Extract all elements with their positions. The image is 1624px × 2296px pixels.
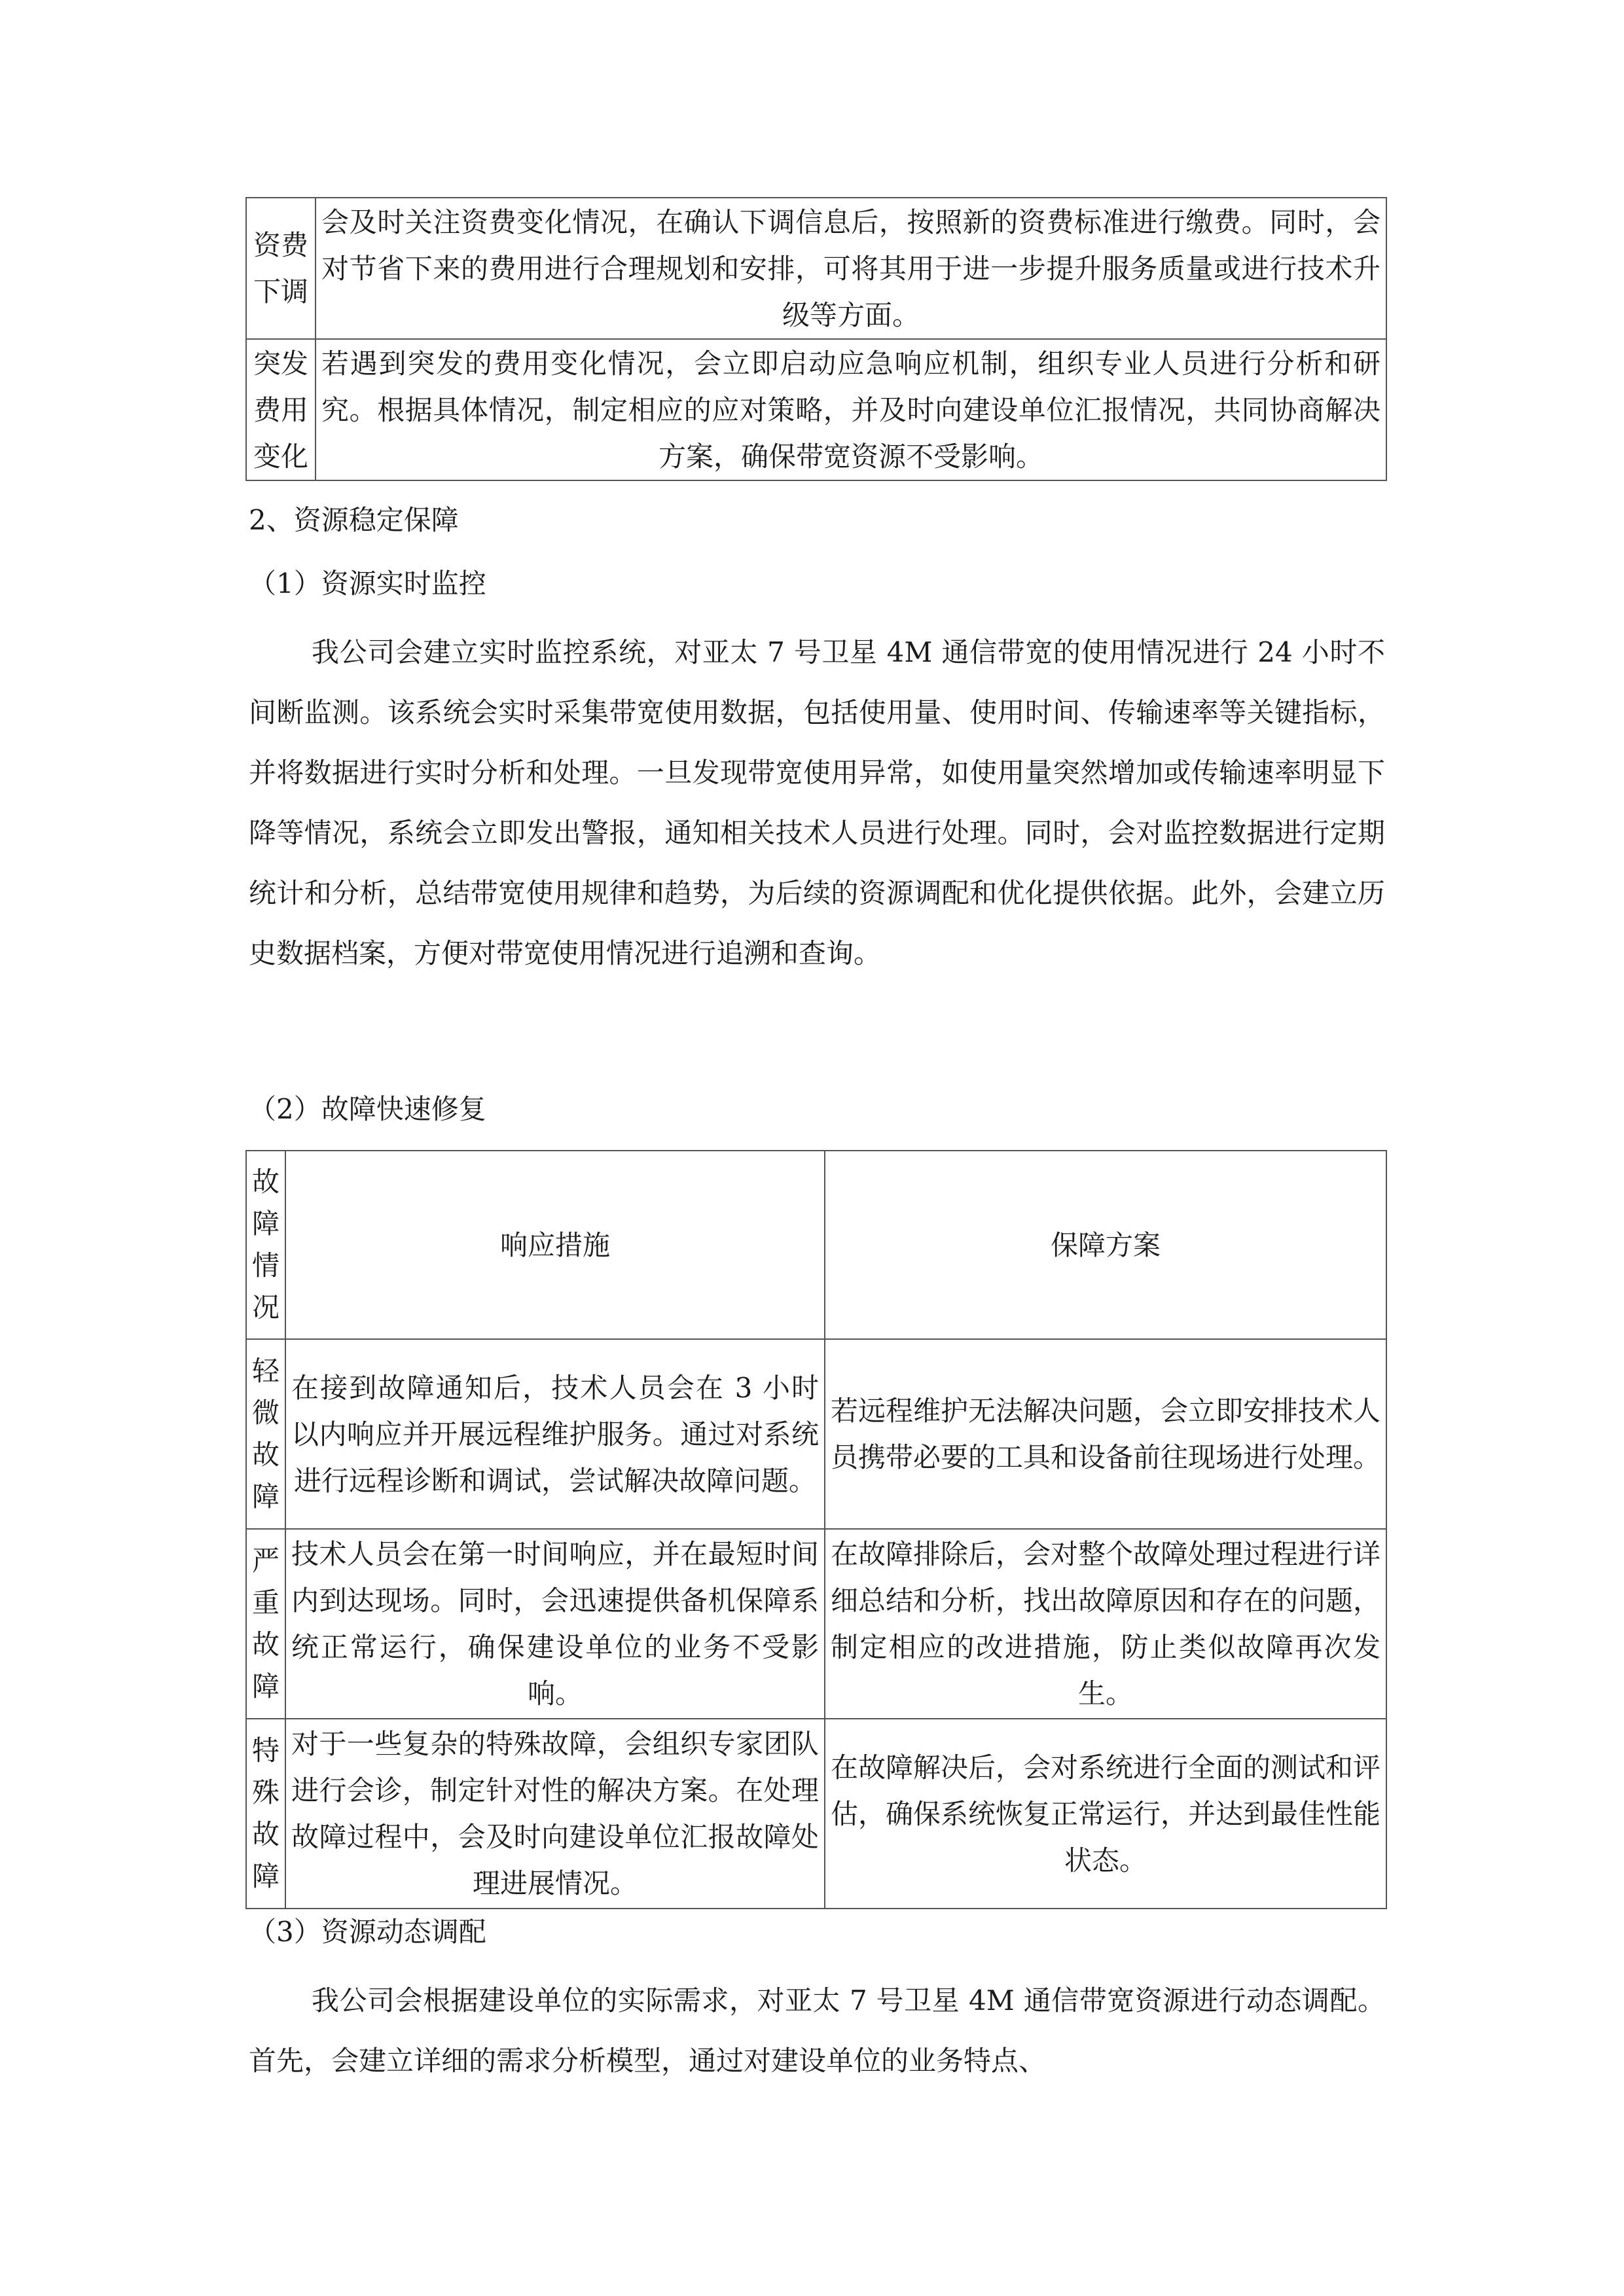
row-label: 突发费用变化 xyxy=(246,339,316,480)
monitoring-paragraph: 我公司会建立实时监控系统，对亚太 7 号卫星 4M 通信带宽的使用情况进行 24 小时不间断监测。该系统会实时采集带宽使用数据，包括使用量、使用时间、传输速率等关键指标，并将数据进行实时分析和处理。一旦发现带宽使用异常，如使用量突然增加或传输速率明显下降等情况，系统会立即发出警报，通知相关技术人员进行处理。同时，会对监控数据进行定期统计和分析，总结带宽使用规律和趋势，为后续的资源调配和优化提供依据。此外，会建立历史数据档案，方便对带宽使用情况进行追溯和查询。 xyxy=(249,636,1385,969)
subsection-heading: （3）资源动态调配 xyxy=(249,1916,486,1948)
row-label: 资费下调 xyxy=(246,198,316,339)
subsection-heading: （2）故障快速修复 xyxy=(249,1093,486,1125)
subsection-heading: （1）资源实时监控 xyxy=(249,567,486,600)
header-cell: 保障方案 xyxy=(825,1151,1386,1339)
allocation-paragraph: 我公司会根据建设单位的实际需求，对亚太 7 号卫星 4M 通信带宽资源进行动态调配。首先，会建立详细的需求分析模型，通过对建设单位的业务特点、 xyxy=(249,1984,1385,2077)
table-header-row xyxy=(246,1151,1386,1339)
fault-type-cell: 特殊故障 xyxy=(246,1719,285,1909)
table-row xyxy=(246,1529,1386,1719)
plan-cell: 若远程维护无法解决问题，会立即安排技术人员携带必要的工具和设备前往现场进行处理。 xyxy=(825,1339,1386,1529)
fault-type-cell: 轻微故障 xyxy=(246,1339,285,1529)
row-content: 若遇到突发的费用变化情况，会立即启动应急响应机制，组织专业人员进行分析和研究。根据具体情况，制定相应的应对策略，并及时向建设单位汇报情况，共同协商解决方案，确保带宽资源不受影响。 xyxy=(316,339,1386,480)
table-row xyxy=(246,198,1386,339)
plan-cell: 在故障解决后，会对系统进行全面的测试和评估，确保系统恢复正常运行，并达到最佳性能状态。 xyxy=(825,1719,1386,1909)
response-cell: 对于一些复杂的特殊故障，会组织专家团队进行会诊，制定针对性的解决方案。在处理故障过程中，会及时向建设单位汇报故障处理进展情况。 xyxy=(285,1719,825,1909)
fee-change-table xyxy=(245,197,1387,481)
header-cell: 响应措施 xyxy=(285,1151,825,1339)
table-row xyxy=(246,339,1386,480)
fault-type-cell: 严重故障 xyxy=(246,1529,285,1719)
header-cell: 故障情况 xyxy=(246,1151,285,1339)
table-row xyxy=(246,1339,1386,1529)
section-heading: 2、资源稳定保障 xyxy=(249,504,459,536)
table-row xyxy=(246,1719,1386,1909)
fault-repair-table xyxy=(245,1150,1387,1909)
response-cell: 技术人员会在第一时间响应，并在最短时间内到达现场。同时，会迅速提供备机保障系统正常运行，确保建设单位的业务不受影响。 xyxy=(285,1529,825,1719)
row-content: 会及时关注资费变化情况，在确认下调信息后，按照新的资费标准进行缴费。同时，会对节省下来的费用进行合理规划和安排，可将其用于进一步提升服务质量或进行技术升级等方面。 xyxy=(316,198,1386,339)
response-cell: 在接到故障通知后，技术人员会在 3 小时以内响应并开展远程维护服务。通过对系统进行远程诊断和调试，尝试解决故障问题。 xyxy=(285,1339,825,1529)
plan-cell: 在故障排除后，会对整个故障处理过程进行详细总结和分析，找出故障原因和存在的问题，制定相应的改进措施，防止类似故障再次发生。 xyxy=(825,1529,1386,1719)
